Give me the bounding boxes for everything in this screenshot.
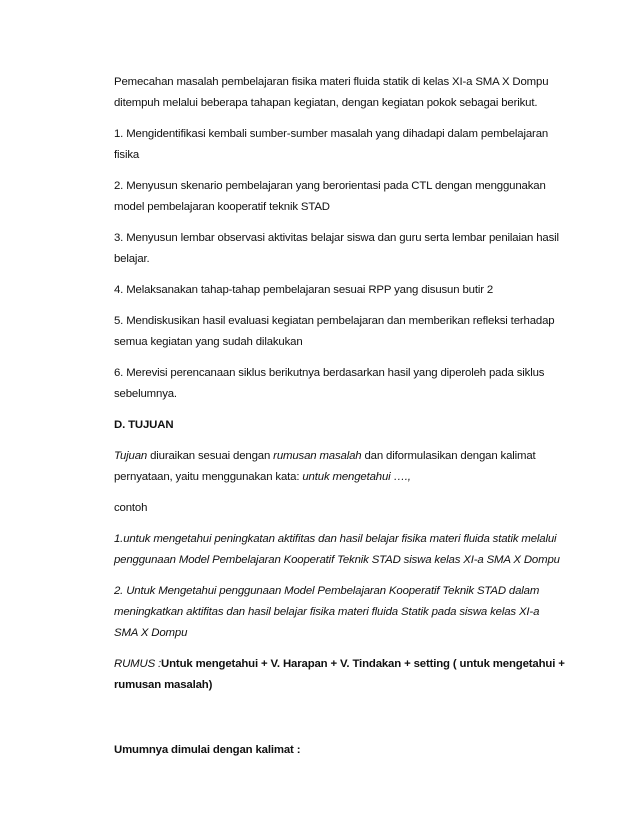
example-1: 1.untuk mengetahui peningkatan aktifitas dan hasil belajar fisika materi fluida statik melalui penggunaan Model Pembelajaran Kooperatif Teknik STAD siswa kelas XI-a SMA X Dompu <box>114 533 560 566</box>
section-heading: D. TUJUAN <box>114 419 174 431</box>
spacer <box>114 706 566 740</box>
step-4: 4. Melaksanakan tahap-tahap pembelajaran sesuai RPP yang disusun butir 2 <box>114 284 494 296</box>
tujuan-term-2: rumusan masalah <box>273 450 362 462</box>
step-3: 3. Menyusun lembar observasi aktivitas belajar siswa dan guru serta lembar penilaian hasil belajar. <box>114 232 559 265</box>
contoh-label: contoh <box>114 502 148 514</box>
tujuan-text-1: diuraikan sesuai dengan <box>147 450 274 462</box>
document-body <box>114 72 566 771</box>
tujuan-text-2: dan diformulasikan dengan kalimat pernyataan, yaitu menggunakan kata: <box>114 450 536 483</box>
intro-paragraph: Pemecahan masalah pembelajaran fisika materi fluida statik di kelas XI-a SMA X Dompu ditempuh melalui beberapa tahapan kegiatan, dengan kegiatan pokok sebagai berikut. <box>114 76 549 109</box>
step-1: 1. Mengidentifikasi kembali sumber-sumber masalah yang dihadapi dalam pembelajaran fisika <box>114 128 549 161</box>
tujuan-term-3: untuk mengetahui …., <box>302 471 411 483</box>
closing-line: Umumnya dimulai dengan kalimat : <box>114 744 301 756</box>
tujuan-term: Tujuan <box>114 450 148 462</box>
example-2: 2. Untuk Mengetahui penggunaan Model Pembelajaran Kooperatif Teknik STAD dalam meningkatkan aktifitas dan hasil belajar fisika materi fluida Statik pada siswa kelas XI-a SMA X Dompu <box>114 585 540 639</box>
step-5: 5. Mendiskusikan hasil evaluasi kegiatan pembelajaran dan memberikan refleksi terhadap semua kegiatan yang sudah dilakukan <box>114 315 555 348</box>
rumus-paragraph <box>114 654 566 696</box>
step-2: 2. Menyusun skenario pembelajaran yang berorientasi pada CTL dengan menggunakan model pembelajaran kooperatif teknik STAD <box>114 180 546 213</box>
rumus-text: Untuk mengetahui + V. Harapan + V. Tindakan + setting ( untuk mengetahui + rumusan masalah) <box>114 658 565 691</box>
rumus-label: RUMUS : <box>114 658 162 670</box>
step-6: 6. Merevisi perencanaan siklus berikutnya berdasarkan hasil yang diperoleh pada siklus sebelumnya. <box>114 367 545 400</box>
tujuan-paragraph <box>114 446 566 488</box>
